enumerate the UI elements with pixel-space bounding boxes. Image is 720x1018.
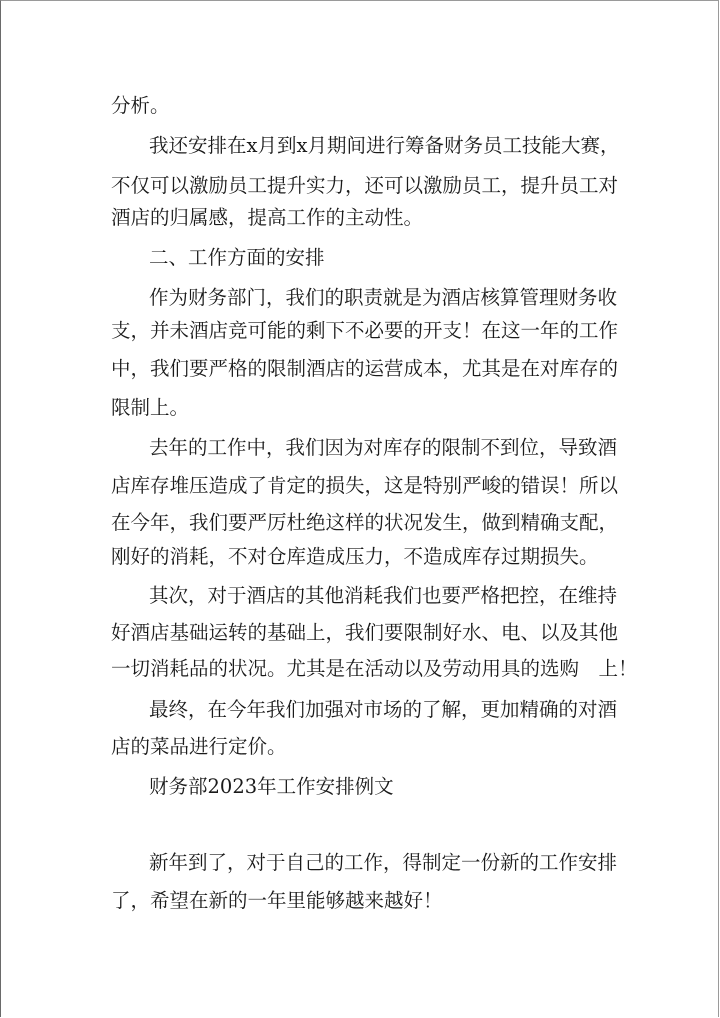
text-line-18: 店的菜品进行定价。 [111,735,287,758]
text-line-2: 我还安排在x月到x月期间进行筹备财务员工技能大赛， [149,134,620,157]
text-line-3: 不仅可以激励员工提升实力，还可以激励员工，提升员工对 [111,174,619,197]
text-line-21: 了，希望在新的一年里能够越来越好！ [111,889,443,912]
text-line-14: 其次，对于酒店的其他消耗我们也要严格把控，在维持 [149,584,618,607]
text-line-20: 新年到了，对于自己的工作，得制定一份新的工作安排 [149,851,618,874]
text-line-13: 刚好的消耗，不对仓库造成压力，不造成库存过期损失。 [111,545,599,568]
text-line-11: 店库存堆压造成了肯定的损失，这是特别严峻的错误！所以 [111,474,619,497]
text-line-1: 分析。 [111,94,170,117]
section-heading: 二、工作方面的安排 [149,246,325,269]
document-subtitle: 财务部2023年工作安排例文 [149,775,394,798]
text-line-17: 最终，在今年我们加强对市场的了解，更加精确的对酒 [149,698,618,721]
text-line-12: 在今年，我们要严厉杜绝这样的状况发生，做到精确支配， [111,511,619,534]
text-line-6: 作为财务部门，我们的职责就是为酒店核算管理财务收 [149,286,618,309]
text-line-10: 去年的工作中，我们因为对库存的限制不到位，导致酒 [149,436,618,459]
text-line-9: 限制上。 [111,396,190,419]
text-line-4: 酒店的归属感，提高工作的主动性。 [111,206,424,229]
text-line-15: 好酒店基础运转的基础上，我们要限制好水、电、以及其他 [111,621,619,644]
text-line-16: 一切消耗品的状况。尤其是在活动以及劳动用具的选购 上！ [111,657,638,680]
text-line-8: 中，我们要严格的限制酒店的运营成本，尤其是在对库存的 [111,357,619,380]
text-line-7: 支，并未酒店竞可能的剩下不必要的开支！在这一年的工作 [111,319,619,342]
